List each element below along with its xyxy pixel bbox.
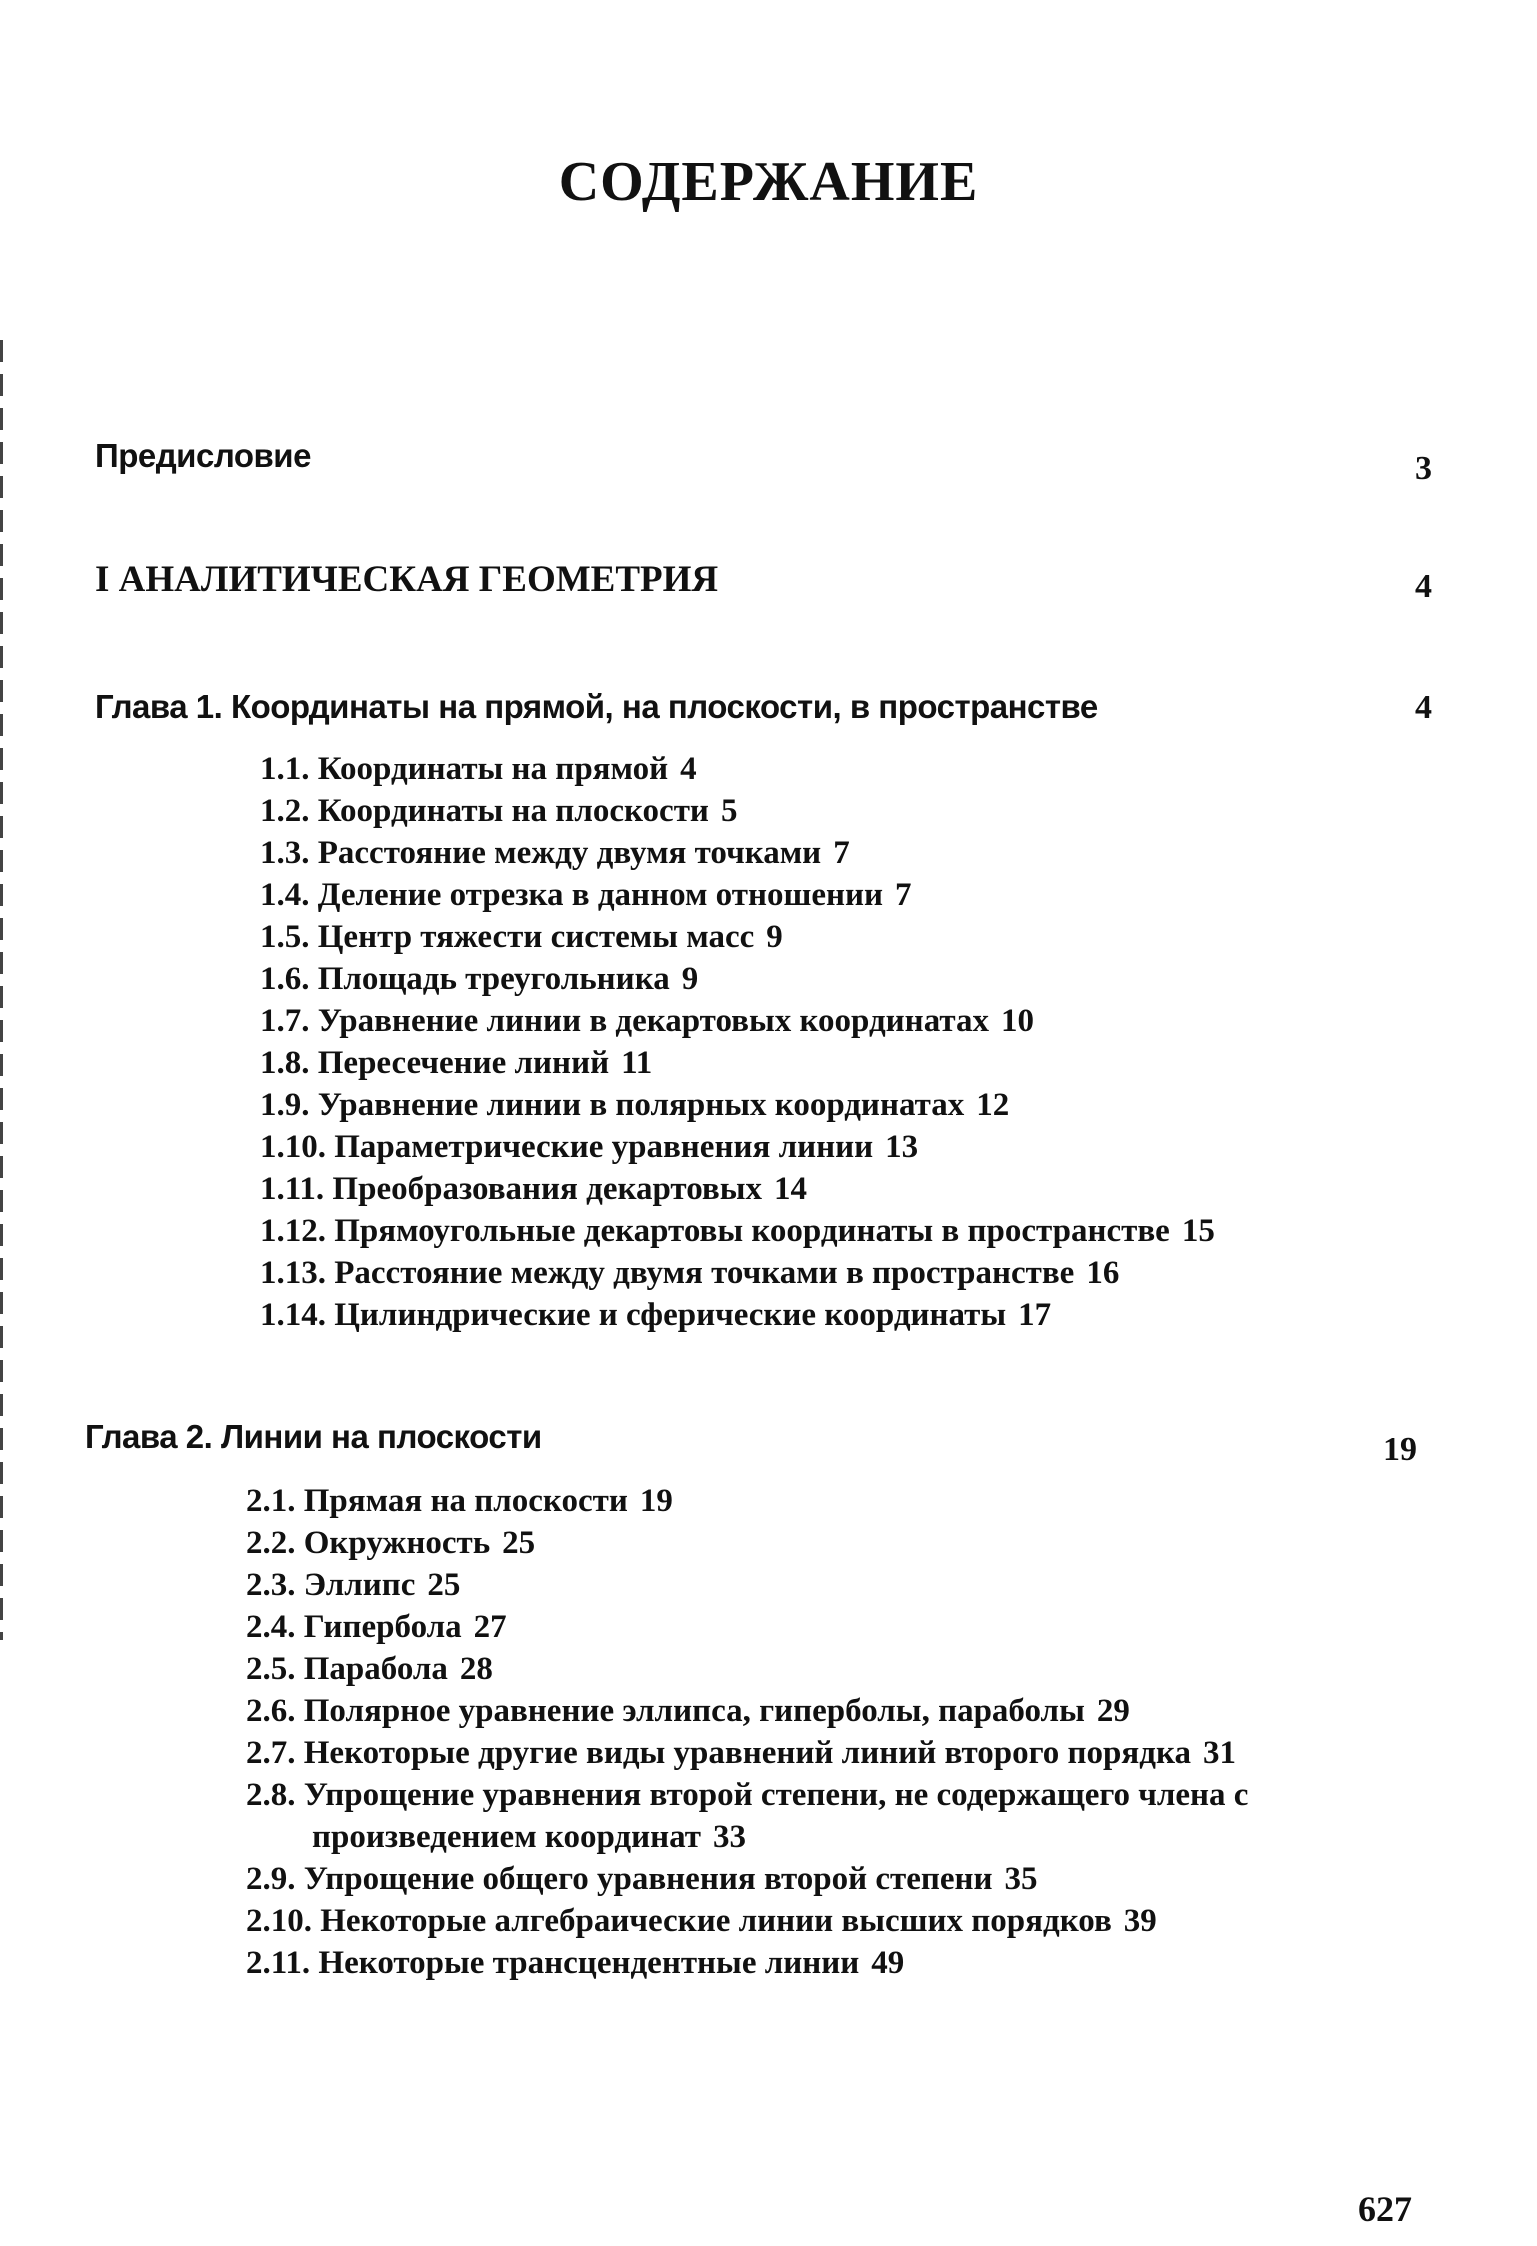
binding-edge-rule xyxy=(0,340,3,1640)
toc-section: 2.2. Окружность 25 xyxy=(246,1525,536,1561)
toc-section: 1.7. Уравнение линии в декартовых координатах 10 xyxy=(260,1003,1034,1039)
toc-section: 1.8. Пересечение линий 11 xyxy=(260,1045,653,1081)
toc-chapter-2 xyxy=(85,1418,1417,1468)
toc-entry-label: Предисловие xyxy=(95,437,311,474)
toc-section: 2.8. Упрощение уравнения второй степени, не содержащего члена с произведением координат 33 xyxy=(246,1777,1249,1855)
chapter-page: 4 xyxy=(1415,689,1432,726)
chapter-2-sections xyxy=(246,1480,1392,1984)
toc-section: 2.10. Некоторые алгебраические линии высших порядков 39 xyxy=(246,1903,1157,1939)
toc-section: 2.4. Гипербола 27 xyxy=(246,1609,507,1645)
toc-section: 1.5. Центр тяжести системы масс 9 xyxy=(260,919,783,955)
toc-section: 1.6. Площадь треугольника 9 xyxy=(260,961,699,997)
toc-entry-page: 3 xyxy=(1415,450,1432,487)
toc-section: 1.11. Преобразования декартовых 14 xyxy=(260,1171,807,1207)
toc-section: 1.14. Цилиндрические и сферические координаты 17 xyxy=(260,1297,1052,1333)
toc-section: 2.6. Полярное уравнение эллипса, гиперболы, параболы 29 xyxy=(246,1693,1130,1729)
toc-section: 1.1. Координаты на прямой 4 xyxy=(260,751,697,787)
toc-section: 1.4. Деление отрезка в данном отношении 7 xyxy=(260,877,912,913)
toc-entry-label: I АНАЛИТИЧЕСКАЯ ГЕОМЕТРИЯ xyxy=(95,559,719,600)
toc-section: 2.1. Прямая на плоскости 19 xyxy=(246,1483,673,1519)
toc-entry-page: 4 xyxy=(1415,568,1432,605)
chapter-title: Глава 2. Линии на плоскости xyxy=(85,1418,542,1455)
toc-section: 2.5. Парабола 28 xyxy=(246,1651,493,1687)
chapter-1-sections xyxy=(260,748,1215,1336)
toc-section: 2.11. Некоторые трансцендентные линии 49 xyxy=(246,1945,905,1981)
toc-section: 1.10. Параметрические уравнения линии 13 xyxy=(260,1129,919,1165)
toc-section: 2.3. Эллипс 25 xyxy=(246,1567,461,1603)
chapter-page: 19 xyxy=(1383,1431,1417,1468)
toc-section: 1.3. Расстояние между двумя точками 7 xyxy=(260,835,850,871)
toc-entry-preface xyxy=(95,437,1432,487)
toc-section: 1.12. Прямоугольные декартовы координаты в пространстве 15 xyxy=(260,1213,1215,1249)
toc-entry-part xyxy=(95,558,1432,605)
toc-chapter-1 xyxy=(95,688,1432,727)
toc-section: 2.9. Упрощение общего уравнения второй степени 35 xyxy=(246,1861,1038,1897)
toc-section: 1.9. Уравнение линии в полярных координатах 12 xyxy=(260,1087,1010,1123)
toc-section: 1.2. Координаты на плоскости 5 xyxy=(260,793,738,829)
page-title: СОДЕРЖАНИЕ xyxy=(558,151,979,213)
toc-section: 2.7. Некоторые другие виды уравнений линий второго порядка 31 xyxy=(246,1735,1236,1771)
chapter-title: Глава 1. Координаты на прямой, на плоскости, в пространстве xyxy=(95,688,1098,725)
toc-section: 1.13. Расстояние между двумя точками в пространстве 16 xyxy=(260,1255,1120,1291)
page-number: 627 xyxy=(1358,2189,1412,2229)
